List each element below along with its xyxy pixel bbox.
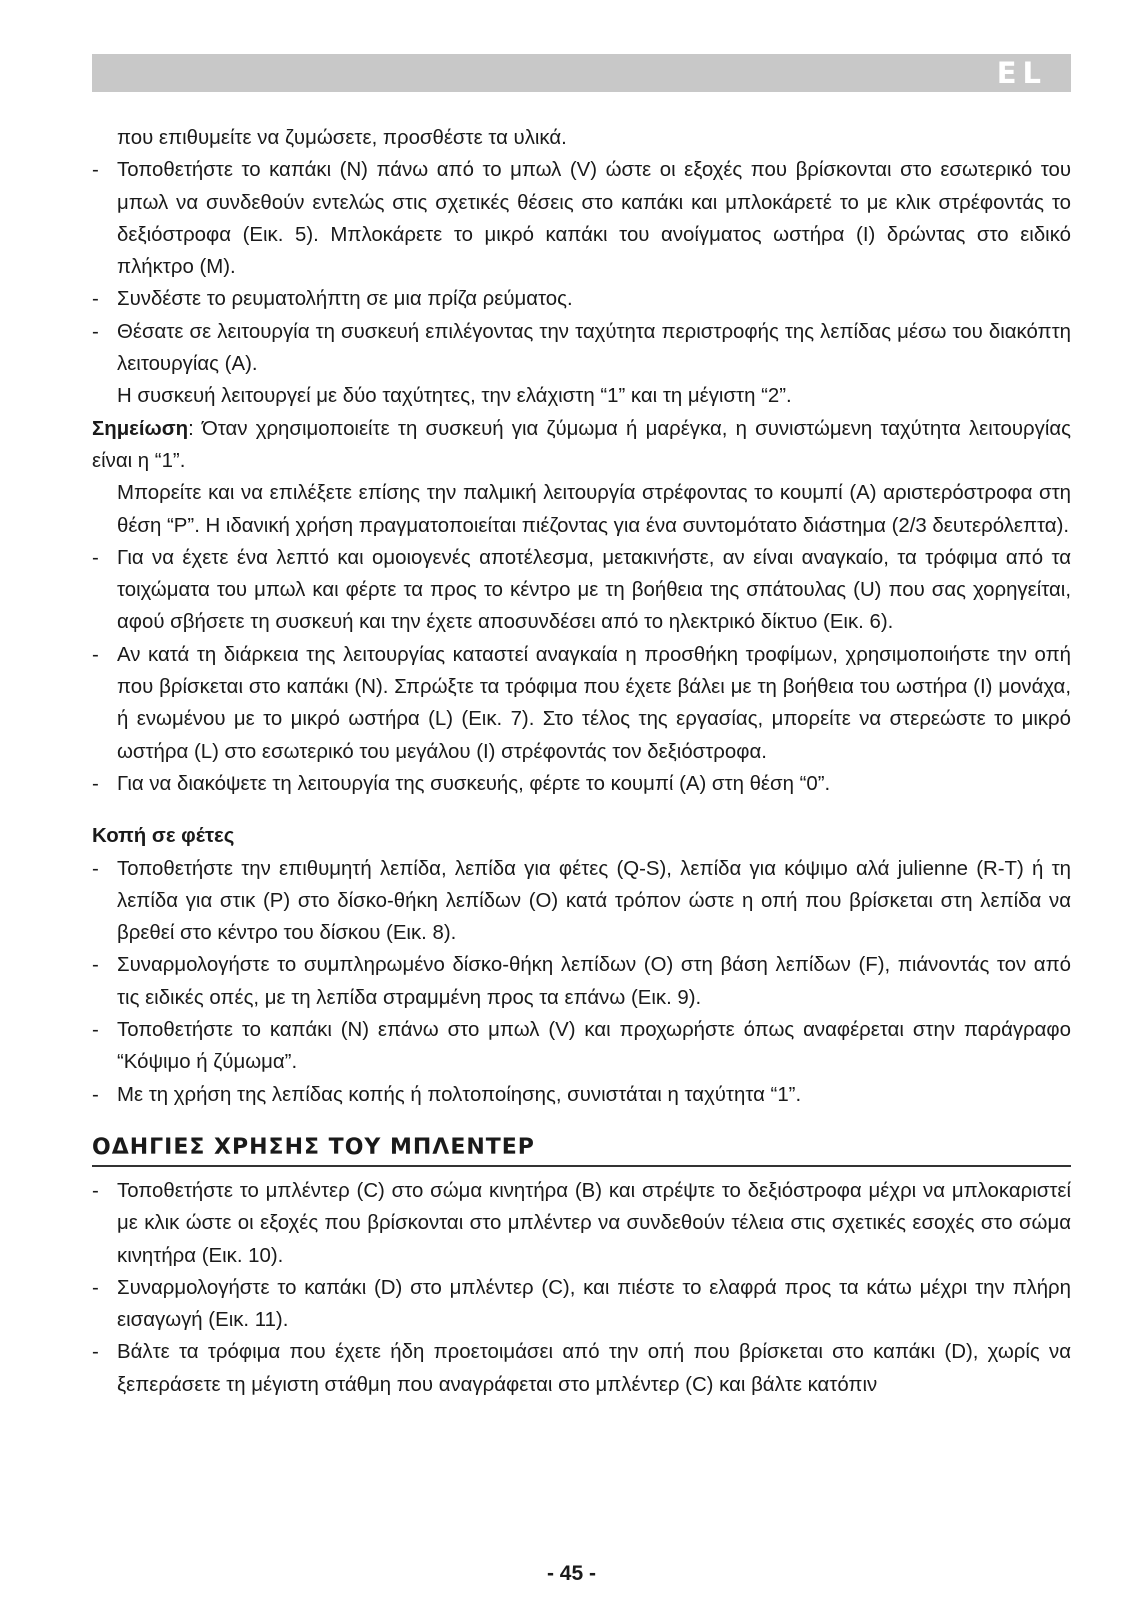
note-paragraph bbox=[92, 413, 1071, 478]
list-item: - Θέσατε σε λειτουργία τη συσκευή επιλέγοντας την ταχύτητα περιστροφής της λεπίδας μέσω του διακόπτη λειτουργίας (A). bbox=[92, 316, 1071, 381]
list-item: - Για να έχετε ένα λεπτό και ομοιογενές αποτέλεσμα, μετακινήστε, αν είναι αναγκαίο, τα τρόφιμα από τα τοιχώματα του μπωλ και φέρτε τα προς το κέντρο με τη βοήθεια της σπάτουλας (U) που σας χορηγείται, αφού σβήσετε τη συσκευή και την έχετε αποσυνδέσει από το ηλεκτρικό δίκτυο (Εικ. 6). bbox=[92, 542, 1071, 639]
list-item: - Για να διακόψετε τη λειτουργία της συσκευής, φέρτε το κουμπί (A) στη θέση “0”. bbox=[92, 768, 1071, 800]
intro-line: που επιθυμείτε να ζυμώσετε, προσθέστε τα υλικά. bbox=[117, 127, 567, 149]
page-number: - 45 - bbox=[546, 1562, 596, 1585]
list-item: - Τοποθετήστε το μπλέντερ (C) στο σώμα κινητήρα (B) και στρέψτε το δεξιόστροφα μέχρι να μπλοκαριστεί με κλικ ώστε οι εξοχές που βρίσκονται στο μπλέντερ να συνδεθούν τέλεια στις σχετικές εσοχές στο σώμα κινητήρα (Εικ. 10). bbox=[92, 1175, 1071, 1272]
list-item: - Με τη χρήση της λεπίδας κοπής ή πολτοποίησης, συνιστάται η ταχύτητα “1”. bbox=[92, 1079, 1071, 1111]
blender-section-title: ΟΔΗΓΙΕΣ ΧΡΗΣΗΣ ΤΟΥ ΜΠΛΕΝΤΕΡ bbox=[92, 1133, 1071, 1167]
list-item: - Συναρμολογήστε το καπάκι (D) στο μπλέντερ (C), και πιέστε το ελαφρά προς τα κάτω μέχρι την πλήρη εισαγωγή (Εικ. 11). bbox=[92, 1272, 1071, 1337]
slicing-heading: Κοπή σε φέτες bbox=[92, 825, 235, 848]
list-item: - Τοποθετήστε την επιθυμητή λεπίδα, λεπίδα για φέτες (Q-S), λεπίδα για κόψιμο αλά julienne (R-T) ή τη λεπίδα για στικ (P) στο δίσκο-θήκη λεπίδων (O) κατά τρόπον ώστε η οπή που βρίσκεται στη λεπίδα να βρεθεί στο κέντρο του δίσκου (Εικ. 8). bbox=[92, 853, 1071, 950]
language-code: EL bbox=[996, 56, 1047, 90]
list-item: - Τοποθετήστε το καπάκι (Ν) πάνω από το μπωλ (V) ώστε οι εξοχές που βρίσκονται στο εσωτερικό του μπωλ να συνδεθούν εντελώς στις σχετικές θέσεις στο καπάκι και μπλοκάρετέ το με κλικ στρέφοντάς το δεξιόστροφα (Εικ. 5). Μπλοκάρετε το μικρό καπάκι του ανοίγματος ωστήρα (I) δρώντας στο ειδικό πλήκτρο (M). bbox=[92, 154, 1071, 283]
pulse-paragraph: Μπορείτε και να επιλέξετε επίσης την παλμική λειτουργία στρέφοντας το κουμπί (A) αριστερόστροφα στη θέση “P”. Η ιδανική χρήση πραγματοποιείται πιέζοντας για ένα συντομότατο διάστημα (2/3 δευτερόλεπτα). bbox=[117, 482, 1071, 537]
list-item: - Αν κατά τη διάρκεια της λειτουργίας καταστεί αναγκαία η προσθήκη τροφίμων, χρησιμοποιήστε την οπή που βρίσκεται στο καπάκι (N). Σπρώξτε τα τρόφιμα που έχετε βάλει με τη βοήθεια του ωστήρα (I) μονάχα, ή ενωμένου με το μικρό ωστήρα (L) (Εικ. 7). Στο τέλος της εργασίας, μπορείτε να στερεώστε το μικρό ωστήρα (L) στο εσωτερικό του μεγάλου (I) στρέφοντάς τον δεξιόστροφα. bbox=[92, 639, 1071, 768]
list-item: - Συνδέστε το ρευματολήπτη σε μια πρίζα ρεύματος. bbox=[92, 283, 1071, 315]
list-item: - Βάλτε τα τρόφιμα που έχετε ήδη προετοιμάσει από την οπή που βρίσκεται στο καπάκι (D), χωρίς να ξεπεράσετε τη μέγιστη στάθμη που αναγράφεται στο μπλέντερ (C) και βάλτε κατόπιν bbox=[92, 1336, 1071, 1401]
note-label: Σημείωση bbox=[92, 417, 189, 440]
page-content bbox=[92, 122, 1071, 1401]
header-bar bbox=[92, 54, 1071, 92]
speeds-line: Η συσκευή λειτουργεί με δύο ταχύτητες, την ελάχιστη “1” και τη μέγιστη “2”. bbox=[117, 385, 792, 408]
list-item: - Τοποθετήστε το καπάκι (N) επάνω στο μπωλ (V) και προχωρήστε όπως αναφέρεται στην παράγραφο “Κόψιμο ή ζύμωμα”. bbox=[92, 1014, 1071, 1079]
list-item: - Συναρμολογήστε το συμπληρωμένο δίσκο-θήκη λεπίδων (O) στη βάση λεπίδων (F), πιάνοντάς τον από τις ειδικές οπές, με τη λεπίδα στραμμένη προς τα επάνω (Εικ. 9). bbox=[92, 949, 1071, 1014]
note-text: : Όταν χρησιμοποιείτε τη συσκευή για ζύμωμα ή μαρέγκα, η συνιστώμενη ταχύτητα λειτουργίας είναι η “1”. bbox=[92, 417, 1071, 472]
